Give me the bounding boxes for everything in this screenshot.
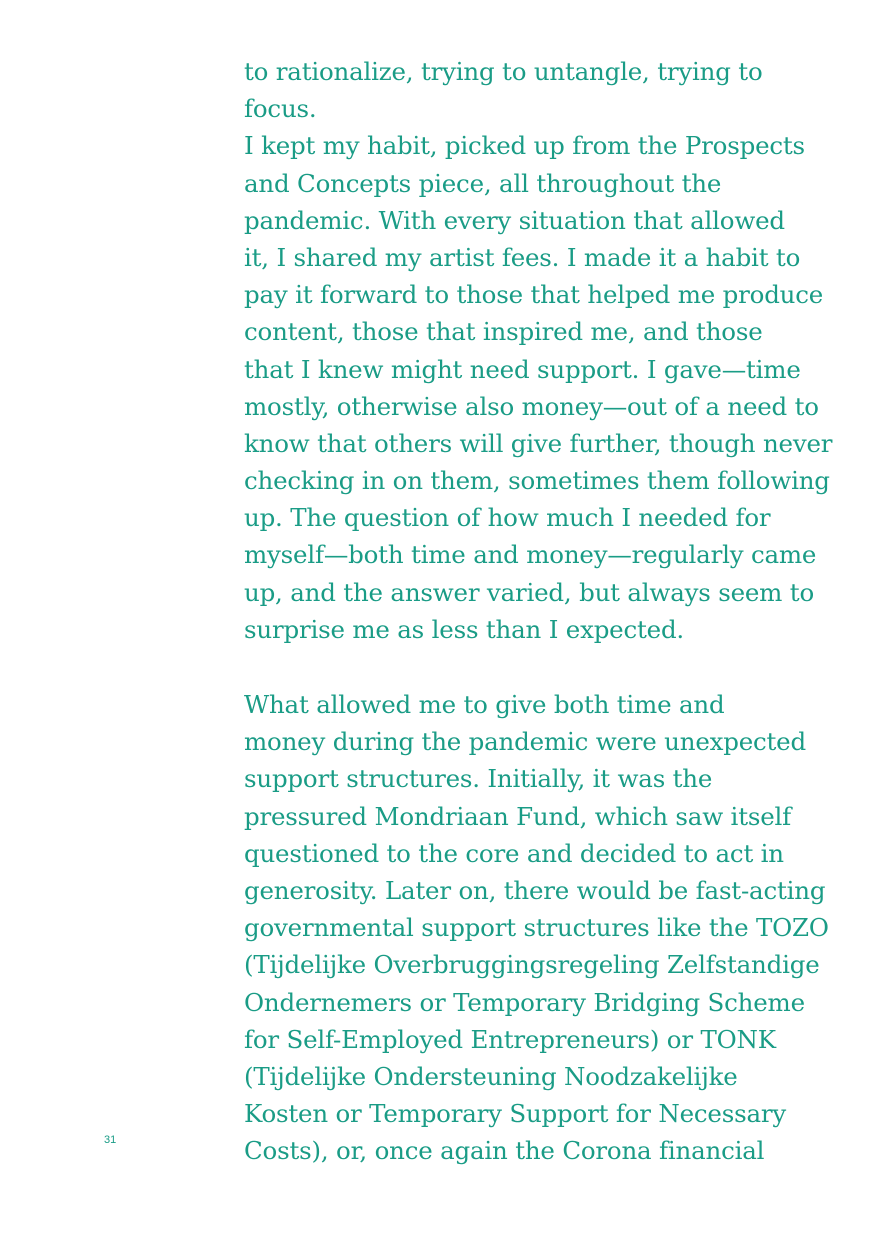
text-line: for Self-Employed Entrepreneurs) or TONK: [244, 1024, 776, 1054]
text-line: it, I shared my artist fees. I made it a habit to: [244, 242, 801, 272]
text-line: mostly, otherwise also money—out of a need to: [244, 391, 819, 421]
text-line: (Tijdelijke Ondersteuning Noodzakelijke: [244, 1061, 738, 1091]
text-line: and Concepts piece, all throughout the: [244, 168, 722, 198]
text-line: Ondernemers or Temporary Bridging Scheme: [244, 987, 805, 1017]
text-line: money during the pandemic were unexpected: [244, 727, 806, 757]
text-line: up. The question of how much I needed for: [244, 503, 771, 533]
text-line: I kept my habit, picked up from the Prospects: [244, 131, 805, 161]
text-line: focus.: [244, 94, 317, 124]
text-line: generosity. Later on, there would be fast-acting: [244, 875, 826, 905]
text-line: checking in on them, sometimes them following: [244, 466, 830, 496]
text-line: (Tijdelijke Overbruggingsregeling Zelfstandige: [244, 950, 820, 980]
body-paragraph-2: [244, 686, 844, 1169]
text-line: questioned to the core and decided to act in: [244, 838, 784, 868]
text-line: What allowed me to give both time and: [244, 690, 725, 719]
text-line: know that others will give further, though never: [244, 428, 833, 458]
text-line: governmental support structures like the TOZO: [244, 913, 829, 943]
body-paragraph-1: [244, 53, 844, 648]
text-line: to rationalize, trying to untangle, trying to: [244, 57, 763, 86]
text-line: pandemic. With every situation that allowed: [244, 205, 785, 235]
text-line: Kosten or Temporary Support for Necessary: [244, 1099, 786, 1129]
text-line: Costs), or, once again the Corona financial: [244, 1136, 765, 1166]
text-line: support structures. Initially, it was the: [244, 764, 713, 794]
page-number: 31: [104, 1134, 117, 1146]
text-line: myself—both time and money—regularly came: [244, 540, 817, 570]
text-line: up, and the answer varied, but always seem to: [244, 577, 814, 607]
text-line: content, those that inspired me, and those: [244, 317, 763, 347]
text-line: pay it forward to those that helped me produce: [244, 280, 824, 310]
text-line: pressured Mondriaan Fund, which saw itself: [244, 801, 792, 831]
text-line: that I knew might need support. I gave—time: [244, 354, 801, 384]
text-line: surprise me as less than I expected.: [244, 614, 685, 644]
